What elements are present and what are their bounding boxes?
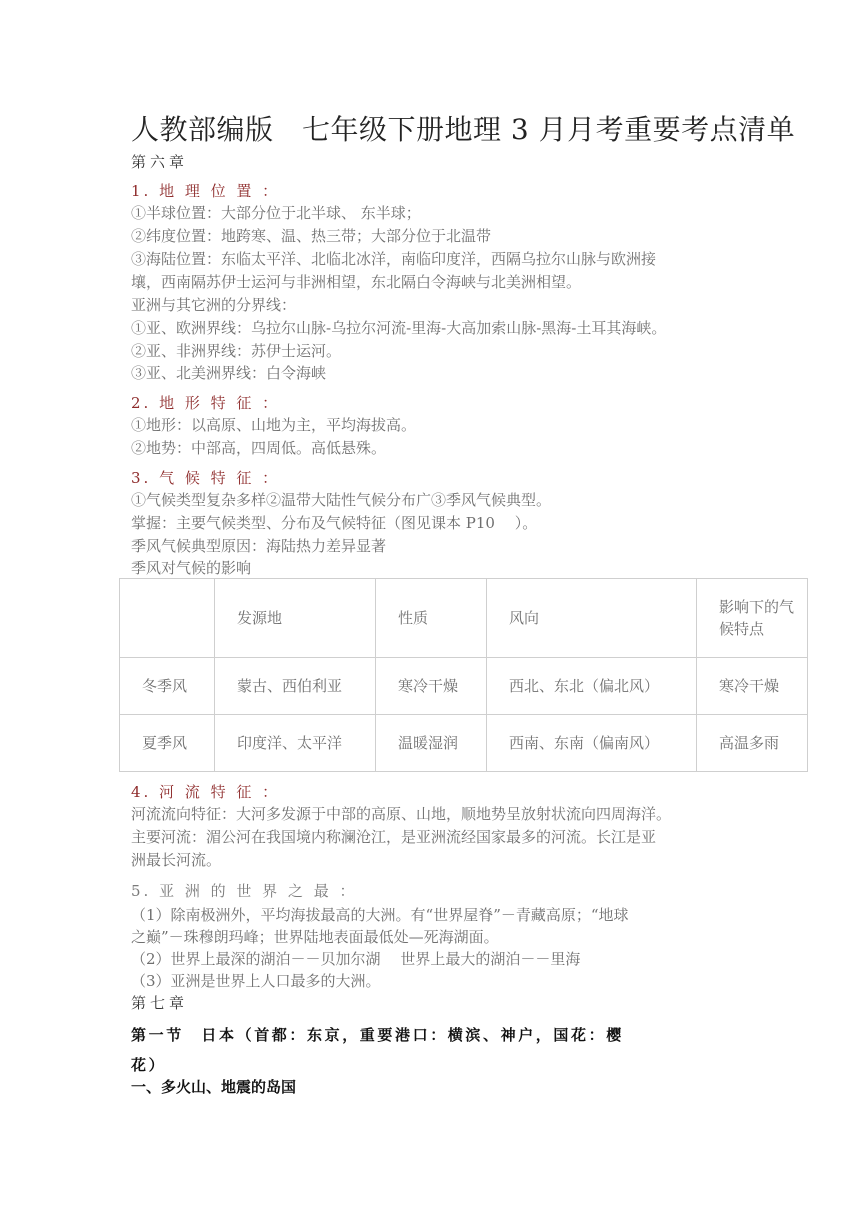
table-header-cell: 影响下的气候特点	[697, 579, 808, 658]
chapter-7-heading: 第七章	[131, 994, 189, 1012]
table-header-cell	[120, 579, 215, 658]
table-row	[120, 715, 808, 772]
chapter-6-heading: 第六章	[131, 153, 189, 171]
section-3-line: 季风对气候的影响	[131, 559, 252, 577]
table-cell: 夏季风	[120, 715, 215, 772]
table-cell: 冬季风	[120, 658, 215, 715]
table-cell: 寒冷干燥	[376, 658, 487, 715]
table-cell: 印度洋、太平洋	[215, 715, 376, 772]
section-1-line: 壤，西南隔苏伊士运河与非洲相望，东北隔白令海峡与北美洲相望。	[131, 273, 582, 291]
section-3-heading: 3. 气 候 特 征 ：	[131, 469, 281, 487]
section-2-line: ②地势：中部高，四周低。高低悬殊。	[131, 439, 387, 457]
table-row	[120, 658, 808, 715]
section-1-line: ③海陆位置：东临太平洋、北临北冰洋，南临印度洋，西隔乌拉尔山脉与欧洲接	[131, 250, 657, 268]
japan-subheading: 一、多火山、地震的岛国	[131, 1078, 297, 1096]
section-3-line: 掌握：主要气候类型、分布及气候特征（图见课本 P10 ）。	[131, 514, 538, 532]
table-header-cell: 性质	[376, 579, 487, 658]
section-5-line: （1）除南极洲外，平均海拔最高的大洲。有“世界屋脊”－青藏高原；“地球	[131, 906, 629, 924]
table-cell: 蒙古、西伯利亚	[215, 658, 376, 715]
table-cell: 寒冷干燥	[697, 658, 808, 715]
table-cell: 西南、东南（偏南风）	[487, 715, 697, 772]
section-4-heading: 4. 河 流 特 征 ：	[131, 783, 281, 801]
section-5-line: （2）世界上最深的湖泊－－贝加尔湖 世界上最大的湖泊－－里海	[131, 950, 581, 968]
section-1-line: ①亚、欧洲界线：乌拉尔山脉-乌拉尔河流-里海-大高加索山脉-黑海-土耳其海峡。	[131, 319, 667, 337]
section-5-heading: 5. 亚 洲 的 世 界 之 最 ：	[131, 882, 358, 900]
section-4-line: 河流流向特征：大河多发源于中部的高原、山地，顺地势呈放射状流向四周海洋。	[131, 805, 672, 823]
document-title: 人教部编版 七年级下册地理 3 月月考重要考点清单	[131, 113, 796, 146]
section-1-line: ②纬度位置：地跨寒、温、热三带；大部分位于北温带	[131, 227, 492, 245]
table-header-cell: 发源地	[215, 579, 376, 658]
table-cell: 高温多雨	[697, 715, 808, 772]
japan-section-heading: 第一节 日本（首都：东京，重要港口：横滨、神户，国花：樱	[131, 1026, 624, 1044]
section-1-line: ③亚、北美洲界线：白令海峡	[131, 364, 327, 382]
section-3-line: ①气候类型复杂多样②温带大陆性气候分布广③季风气候典型。	[131, 491, 552, 509]
section-2-heading: 2. 地 形 特 征 ：	[131, 394, 281, 412]
monsoon-table	[119, 578, 808, 772]
section-1-line: ①半球位置：大部分位于北半球、 东半球；	[131, 204, 421, 222]
table-header-cell: 风向	[487, 579, 697, 658]
section-4-line: 主要河流：湄公河在我国境内称澜沧江，是亚洲流经国家最多的河流。长江是亚	[131, 828, 657, 846]
section-1-line: ②亚、非洲界线：苏伊士运河。	[131, 342, 342, 360]
table-header-row	[120, 579, 808, 658]
section-2-line: ①地形：以高原、山地为主，平均海拔高。	[131, 416, 417, 434]
section-5-line: （3）亚洲是世界上人口最多的大洲。	[131, 972, 381, 990]
section-4-line: 洲最长河流。	[131, 851, 222, 869]
table-cell: 西北、东北（偏北风）	[487, 658, 697, 715]
section-1-heading: 1. 地 理 位 置 ：	[131, 182, 281, 200]
section-3-line: 季风气候典型原因：海陆热力差异显著	[131, 537, 387, 555]
section-1-line: 亚洲与其它洲的分界线：	[131, 296, 297, 314]
japan-section-heading-cont: 花）	[131, 1056, 167, 1074]
table-cell: 温暖湿润	[376, 715, 487, 772]
section-5-line: 之巅”－珠穆朗玛峰；世界陆地表面最低处—死海湖面。	[131, 928, 499, 946]
